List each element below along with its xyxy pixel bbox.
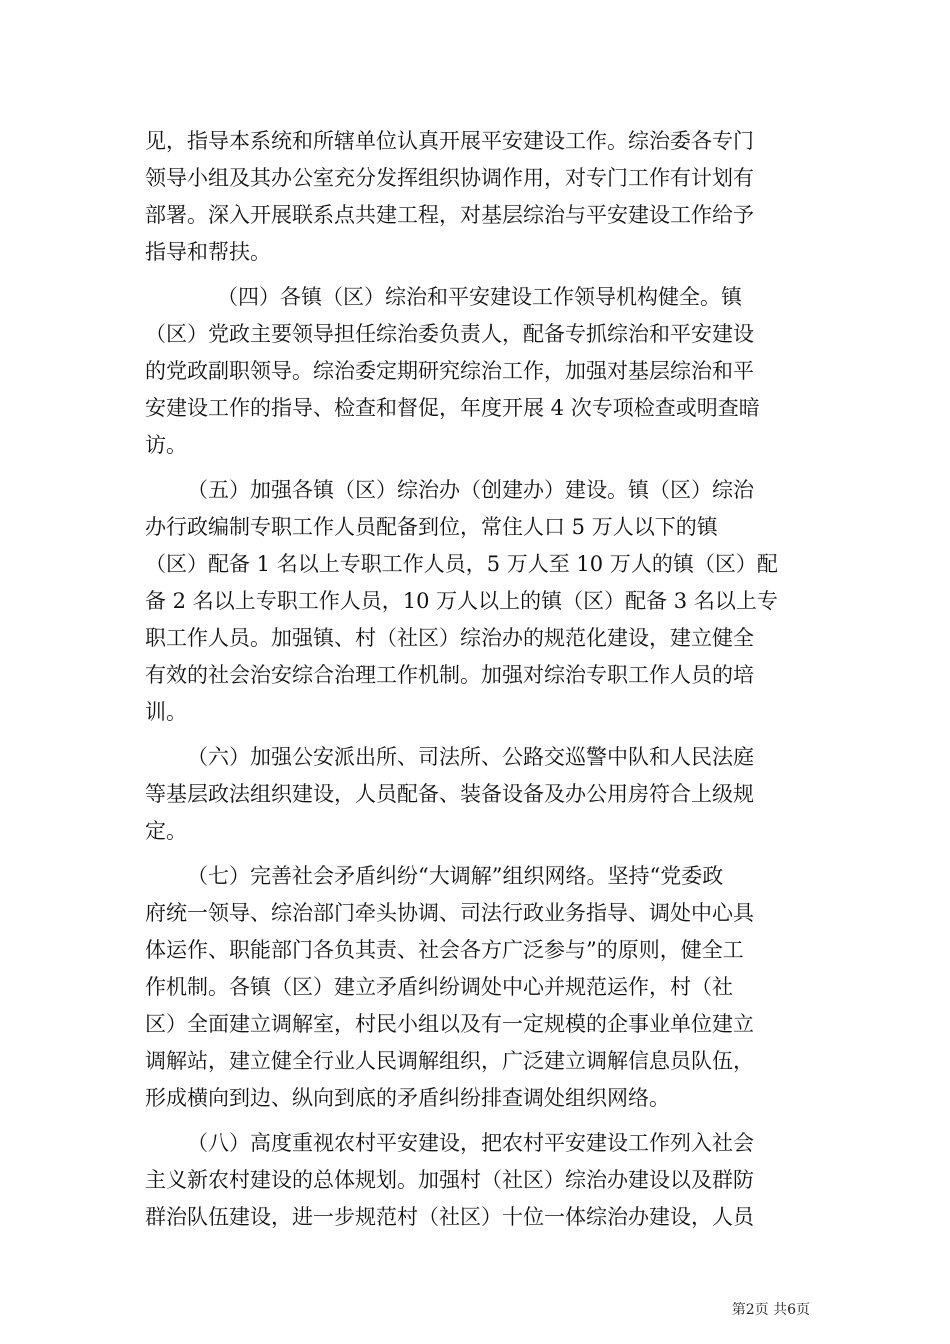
text-line: 作机制。各镇（区）建立矛盾纠纷调处中心并规范运作，村（社 (145, 975, 733, 999)
text-line: 训。 (145, 700, 187, 724)
text-line: 的党政副职领导。综治委定期研究综治工作，加强对基层综治和平 (145, 359, 754, 383)
paragraph (145, 858, 810, 1117)
text-line: 等基层政法组织建设，人员配备、装备设备及办公用房符合上级规 (145, 782, 754, 806)
text-line: 调解站，建立健全行业人民调解组织，广泛建立调解信息员队伍， (145, 1049, 754, 1073)
text-line: 体运作、职能部门各负其责、社会各方广泛参与”的原则，健全工 (145, 938, 744, 962)
page-number-footer (700, 1301, 810, 1319)
text-line: 指导和帮扶。 (145, 240, 271, 264)
text-line: 形成横向到边、纵向到底的矛盾纠纷排查调处组织网络。 (145, 1086, 670, 1110)
text-line: 群治队伍建设，进一步规范村（社区）十位一体综治办建设，人员 (145, 1205, 754, 1229)
text-line: 备 2 名以上专职工作人员，10 万人以上的镇（区）配备 3 名以上专 (145, 589, 778, 613)
text-line: （区）配备 1 名以上专职工作人员，5 万人至 10 万人的镇（区）配 (145, 552, 778, 576)
text-line: 府统一领导、综治部门牵头协调、司法行政业务指导、调处中心具 (145, 901, 754, 925)
text-line: 领导小组及其办公室充分发挥组织协调作用，对专门工作有计划有 (145, 166, 754, 190)
paragraph (145, 739, 810, 850)
text-line: 有效的社会治安综合治理工作机制。加强对综治专职工作人员的培 (145, 663, 754, 687)
text-line: （区）党政主要领导担任综治委负责人，配备专抓综治和平安建设 (145, 322, 754, 346)
page-suffix: 页 (796, 1302, 810, 1318)
page-middle: 页 共 (754, 1302, 788, 1318)
page-prefix: 第 (731, 1302, 746, 1318)
paragraph (145, 279, 810, 464)
current-page-number: 2 (745, 1302, 755, 1318)
paragraph (145, 472, 810, 731)
total-page-count: 6 (787, 1302, 796, 1318)
paragraph (145, 123, 810, 271)
text-line: 职工作人员。加强镇、村（社区）综治办的规范化建设，建立健全 (145, 626, 754, 650)
text-line: 部署。深入开展联系点共建工程，对基层综治与平安建设工作给予 (145, 203, 754, 227)
text-line: 定。 (145, 819, 187, 843)
text-line: 见，指导本系统和所辖单位认真开展平安建设工作。综治委各专门 (145, 129, 754, 153)
text-line: 访。 (145, 433, 187, 457)
paragraph (145, 1125, 810, 1236)
text-line: （五）加强各镇（区）综治办（创建办）建设。镇（区）综治 (187, 478, 754, 502)
text-line: （四）各镇（区）综治和平安建设工作领导机构健全。镇 (217, 285, 742, 309)
document-body (145, 123, 810, 1236)
text-line: 主义新农村建设的总体规划。加强村（社区）综治办建设以及群防 (145, 1168, 754, 1192)
text-line: （七）完善社会矛盾纠纷“大调解”组织网络。坚持“党委政 (187, 864, 724, 888)
text-line: 安建设工作的指导、检查和督促，年度开展 4 次专项检查或明查暗 (145, 396, 760, 420)
text-line: 区）全面建立调解室，村民小组以及有一定规模的企事业单位建立 (145, 1012, 754, 1036)
text-line: （六）加强公安派出所、司法所、公路交巡警中队和人民法庭 (187, 745, 754, 769)
text-line: （八）高度重视农村平安建设，把农村平安建设工作列入社会 (187, 1131, 754, 1155)
text-line: 办行政编制专职工作人员配备到位，常住人口 5 万人以下的镇 (145, 515, 718, 539)
